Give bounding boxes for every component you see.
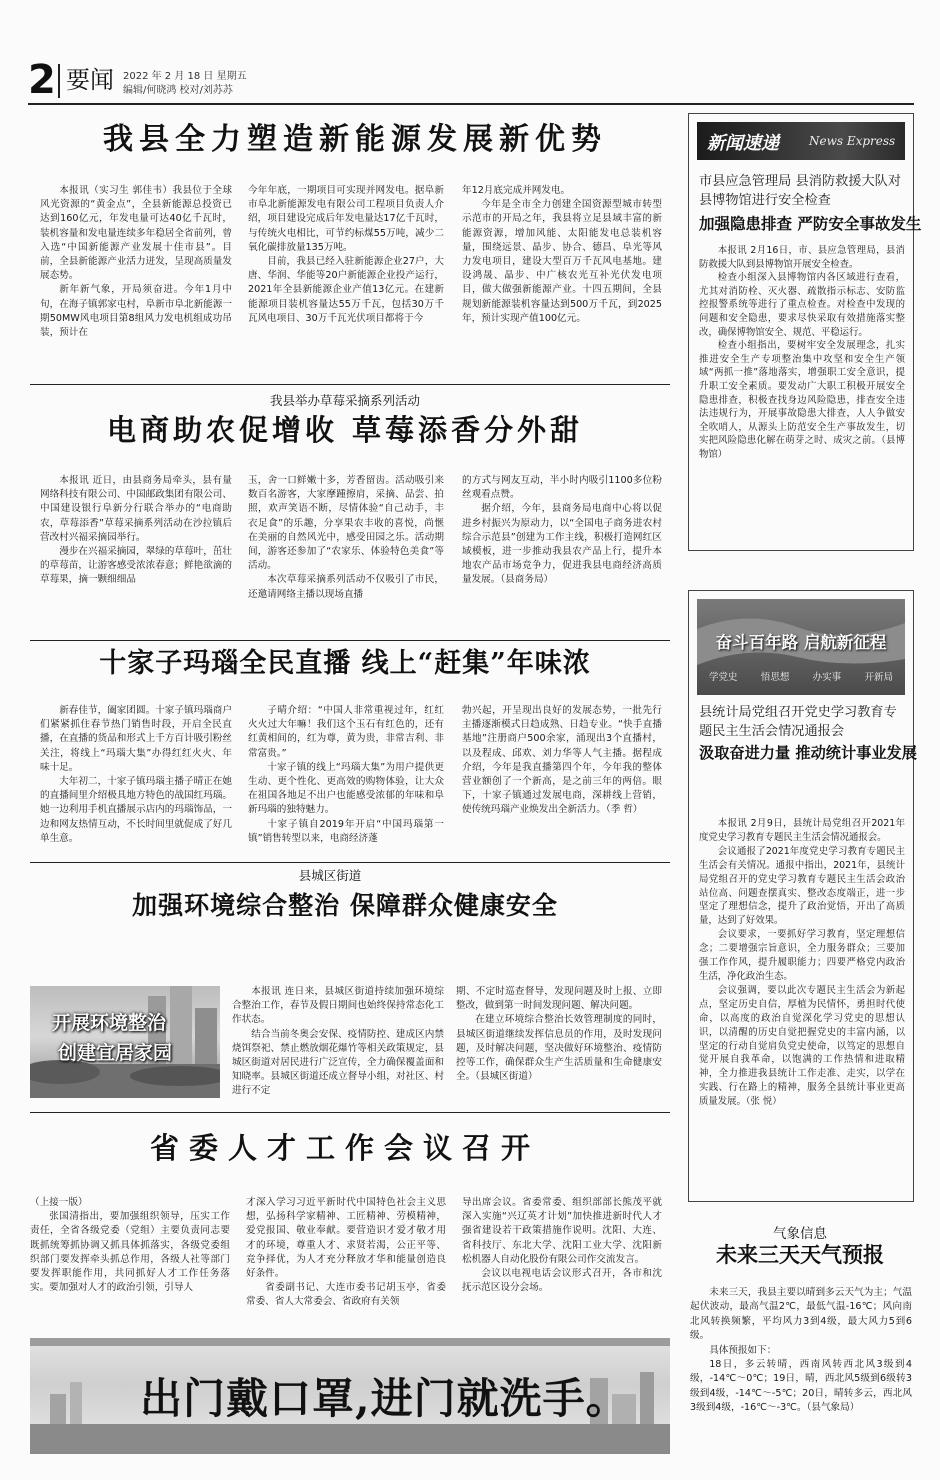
- news-express-banner: [697, 122, 905, 160]
- paragraph: 本报讯 2月16日，市、县应急管理局，县消防救援大队到县博物馆开展安全检查。: [699, 245, 905, 270]
- paragraph: 结合当前冬奥会安保、疫情防控、建成区内禁烧饵祭祀、禁止燃放烟花爆竹等相关政策规定，县城区街道对居民进行广泛宣传，全力确保覆盖面和知晓率。县城区街道还成立督导小组，对社区、村进行不定: [232, 1028, 444, 1097]
- paragraph: 省委副书记、大连市委书记胡玉亭，省委常委、省人大常委会、省政府有关领: [246, 1282, 446, 1308]
- sidebar-kicker: 市县应急管理局 县消防救援大队对县博物馆进行安全检查: [699, 174, 902, 208]
- paragraph: 在建立环境综合整治长效管理制度的同时，县城区街道继续发挥信息员的作用，及时发现问题，及时解决问题，坚决做好环境整治、疫情防控等工作，确保群众生产生活质量和生命健康安全。（县城区街道）: [456, 1014, 662, 1083]
- slogan-item: 悟思想: [760, 672, 790, 683]
- sidebar-body: [699, 244, 905, 544]
- article-column: [248, 184, 444, 374]
- article-headline: 电商助农促增收 草莓添香分外甜: [106, 413, 584, 447]
- article-column: [248, 474, 444, 636]
- paragraph: 子晴介绍：“中国人非常重视过年，红红火火过大年嘛！我们这个玉石有红色的，还有红黄相间的，红为尊，黄为贵，非常吉利、非常富贵。”: [248, 705, 444, 759]
- sidebar-kicker: 县统计局党组召开党史学习教育专题民主生活会情况通报会: [699, 705, 897, 739]
- paragraph: 玉，舍一口鲜嫩十多，芳香留齿。活动吸引来数百名游客，大家摩踵擦肩，采摘、品尝、拍照，欢声笑语不断，尽情体验“自己动手，丰衣足食”的乐趣，分享果农丰收的喜悦，尚惬在美丽的自然风光中，感受田园之乐。活动期间，游客还参加了“农家乐、体验特色美食”等活动。: [248, 475, 444, 572]
- paragraph: 本报讯 近日，由县商务局牵头，县有量网络科技有限公司、中国邮政集团有限公司、中国建设银行阜新分行联合举办的“电商助农，草莓添香”草莓采摘系列活动在沙拉镇后营改村兴福采摘园举行。: [40, 475, 232, 543]
- photo-caption-line: 创建宜居家园: [58, 1042, 173, 1064]
- paragraph: 十家子镇的线上“玛瑙大集”为用户提供更生动、更个性化、更高效的购物体验，让大众在祖国各地足不出户也能感受浓郁的年味和阜新玛瑙的独特魅力。: [248, 761, 444, 816]
- editors: 编辑/何晓鸿 校对/刘苏苏: [123, 85, 233, 96]
- section-divider: [58, 64, 60, 98]
- paragraph: 本报讯（实习生 郭佳韦）我县位于全球风光资源的“黄金点”，全县新能源总投资已达到160亿元，年发电量可达40亿千瓦时，装机容量和发电量连续多年稳居全省前列，曾入选“中国新能源产业发展十佳市县”。目前，全县新能源产业活力迸发，呈现高质量发展态势。: [40, 185, 232, 282]
- bottom-banner: [30, 1338, 670, 1454]
- paragraph: 的方式与网友互动，半小时内吸引1100多位粉丝观看点赞。: [462, 475, 662, 501]
- paragraph: 本次草莓采摘系列活动不仅吸引了市民，还邀请网络主播以现场直播: [248, 574, 444, 600]
- section-rule: [30, 640, 670, 641]
- slogan-item: 开新局: [864, 672, 893, 683]
- paragraph: 具体预报如下：: [709, 1344, 777, 1356]
- article-column: [232, 985, 444, 1107]
- banner-slogan: 出门戴口罩,进门就洗手。: [140, 1374, 629, 1423]
- paragraph: 导出席会议。省委常委、组织部部长熊茂平就深入实施“兴辽英才计划”加快推进新时代人才强省建设若干政策措施作说明。沈阳、大连、省科技厅、东北大学、沈阳工业大学、沈阳新松机器人自动化股份有限公司作交流发言。: [462, 1197, 662, 1265]
- sidebar-headline: 汲取奋进力量 推动统计事业发展: [699, 744, 917, 762]
- paragraph: 期、不定时巡查督导，发现问题及时上报、立即整改，做到第一时间发现问题、解决问题。: [456, 986, 662, 1012]
- sidebar-headline: 加强隐患排查 严防安全事故发生: [699, 214, 922, 233]
- slogan-item: 学党史: [709, 672, 738, 683]
- party-banner-title: 奋斗百年路 启航新征程: [715, 633, 887, 652]
- section-rule: [30, 1112, 670, 1113]
- article-column: [40, 474, 232, 636]
- paragraph: 会议要求，一要抓好学习教育，坚定理想信念；二要增强宗旨意识，全力服务群众；三要加强工作作风，提升履职能力；四要严格党内政治生活，净化政治生态。: [699, 929, 905, 982]
- paragraph: （上接一版）: [30, 1197, 88, 1208]
- article-headline: 我县全力塑造新能源发展新优势: [103, 122, 607, 157]
- paragraph: 未来三天，我县主要以晴到多云天气为主；气温起伏波动，最高气温2℃，最低气温-16℃；风向南北风转换频繁，平均风力3到4级，最大风力5到6级。: [690, 1287, 912, 1342]
- article-headline: 加强环境综合整治 保障群众健康安全: [132, 891, 558, 920]
- party-banner-slogans: [709, 669, 893, 683]
- masthead-rule: [28, 103, 914, 105]
- paragraph: 大年初二，十家子镇玛瑙主播子晴正在她的直播间里介绍极具地方特色的战国红玛瑙。她一边利用手机直播展示店内的玛瑙饰品，一边和网友热情互动，不长时间里就促成了好几单生意。: [40, 776, 232, 844]
- paragraph: 会议通报了2021年度党史学习教育专题民主生活会有关情况。通报中指出，2021年，县统计局党组召开的党史学习教育专题民主生活会政治站位高、问题查摆真实、整改态度端正，进一步坚定了理想信念，提升了政治觉悟，开出了高质量，达到了好效果。: [699, 845, 905, 927]
- article-column: [40, 184, 232, 374]
- sidebar-news-box: [688, 113, 922, 551]
- paragraph: 勃兴起，开呈现出良好的发展态势，一批先行主播逐渐模式日趋成熟、日趋专业。“快手直播基地”注册商户500余家，涌现出3个直播村，以及程成、邱欢、刘力华等人气主播。据程成介绍，今年是我直播第四个年，今年我的整体营业额创了一个新高，是之前三年的两倍。眼下，十家子镇通过发展电商，深耕线上营销，使传统玛瑙产业焕发出全新活力。（季 哲）: [462, 705, 662, 816]
- paragraph: 新春佳节，阖家团圆。十家子镇玛瑙商户们紧紧抓住春节热门销售时段，开启全民直播，在直播的货品和形式上千方百计吸引粉丝关注，将线上“玛瑙大集”办得红红火火、年味十足。: [40, 705, 232, 773]
- paragraph: 检查小组指出，要树牢安全发展理念，扎实推进安全生产专项整治集中攻坚和安全生产领域“两抓一推”落地落实，增强职工安全意识，提升职工安全素质。要发动广大职工积极开展安全隐患排查，积极查找身边风险隐患，排查安全违法违规行为，开展事故隐患大排查，人人争做安全吹哨人，从源头上防范安全生产事故发生，切实把风险隐患化解在萌芽之时、成灾之前。（县博物馆）: [699, 340, 905, 460]
- article-headline: 省委人才工作会议召开: [149, 1131, 540, 1165]
- article-column: [462, 704, 662, 854]
- paragraph: 目前，我县已经入驻新能源企业27户，大唐、华润、华能等20户新能源企业投产运行，2021年全县新能源企业产值13亿元。在建新能源项目装机容量达55万千瓦，包括30万千瓦风电项目、30万千瓦光伏项目都将于今: [248, 256, 444, 324]
- paragraph: 18日，多云转晴，西南风转西北风3级到4级，-14℃～0℃；19日，晴，西北风5级到6级转3级到4级，-14℃～-5℃；20日，晴转多云，西北风3级到4级，-16℃～-3℃。（县气象局）: [690, 1359, 912, 1414]
- paragraph: 年12月底完成并网发电。: [462, 185, 571, 196]
- news-express-title: 新闻速递: [707, 133, 779, 154]
- section-name: 要闻: [66, 66, 114, 94]
- article-column: [462, 474, 662, 636]
- paragraph: 会议以电视电话会议形式召开，各市和沈抚示范区设分会场。: [462, 1268, 662, 1294]
- news-express-subtitle: News Express: [809, 134, 896, 148]
- paragraph: 今年是全市全力创建全国资源型城市转型示范市的开局之年，我县将立足县域丰富的新能源资源，增加风能、太阳能发电总装机容量，围绕远景、晶步、协合、德昌、阜光等风力发电项目，建设大型百万千瓦风电基地。建设鸿晟、晶步、中广核农光互补光伏发电项目，做大做强新能源产业。十四五期间，全县规划新能源装机容量达到500万千瓦，到2025年，预计实现产值100亿元。: [462, 199, 662, 324]
- page-number: 2: [28, 57, 56, 103]
- paragraph: 才深入学习习近平新时代中国特色社会主义思想，弘扬科学家精神、工匠精神、劳模精神，爱党报国、敬业奉献。要营造识才爱才敬才用才的环境，尊重人才、求贤若渴，公正平等、竞争择优，为人才充分释放才华和能量创造良好条件。: [246, 1197, 446, 1280]
- article-photo: [30, 986, 220, 1098]
- article-column: [456, 985, 662, 1107]
- article-kicker: 县城区街道: [298, 868, 362, 883]
- article-column: [246, 1196, 446, 1322]
- sidebar-body: [699, 817, 905, 1195]
- paragraph: 今年年底，一期项目可实现并网发电。据阜新市阜北新能源发电有限公司工程项目负责人介绍，项目建设完成后年发电量达17亿千瓦时，与传统火电相比，可节约标煤55万吨，减少二氧化碳排放量135万吨。: [248, 185, 444, 253]
- paragraph: 检查小组深入县博物馆内各区域进行查看，尤其对消防栓、灭火器、疏散指示标志、安防监控报警系统等进行了重点检查。对检查中发现的问题和安全隐患，要求尽快采取有效措施落实整改，确保博物馆安全、规范、平稳运行。: [699, 272, 905, 338]
- sidebar-party-box: [688, 590, 917, 1202]
- article-column: [30, 1196, 230, 1322]
- paragraph: 本报讯 连日来，县城区街道持续加强环境综合整治工作，春节及假日期间也始终保持常态化工作状态。: [232, 986, 444, 1026]
- article-headline: 十家子玛瑙全民直播 线上“赶集”年味浓: [99, 648, 591, 679]
- section-rule: [30, 384, 670, 385]
- photo-caption-line: 开展环境整治: [52, 1012, 167, 1034]
- weather-kicker: 气象信息: [773, 1226, 827, 1242]
- paragraph: 张国清指出，要加强组织领导，压实工作责任，全省各级党委（党组）主要负责同志要既抓统筹抓协调又抓具体抓落实，各级党委组织部门要发挥牵头抓总作用，各级人社等部门要发挥职能作用，共同抓好人才工作任务落实。要加强对人才的政治引领，引导人: [30, 1211, 230, 1294]
- weather-body: [690, 1286, 912, 1466]
- article-column: [248, 704, 444, 854]
- section-rule: [30, 862, 670, 863]
- article-column: [40, 704, 232, 854]
- paragraph: 新年新气象，开局须奋进。今年1月中旬，在海子镇郭家屯村，阜新市阜北新能源一期50MW风电项目第8组风力发电机组成功吊装，预计在: [40, 284, 232, 339]
- paragraph: 会议强调，要以此次专题民主生活会为新起点，坚定历史自信，厚植为民情怀，勇担时代使命，以高度的政治自觉深化学习党史的思想认识，以清醒的历史自觉把握党史的丰富内涵，以坚定的行动自觉肩负党史使命，以笃定的思想自觉开展自我革命，以饱满的工作热情和进取精神，全力推进我县统计工作走准、走实，以学在实践、行在路上的精神，服务全县统计事业更高质量发展。（张 悦）: [699, 984, 905, 1108]
- paragraph: 据介绍，今年，县商务局电商中心将以促进乡村振兴为原动力，以“全国电子商务进农村综合示范县”创建为工作主线，积极打造网红区域模板，进一步推动我县农产品上行，提升本地农产品市场竞争力，促进我县电商经济高质量发展。（县商务局）: [462, 503, 662, 586]
- article-kicker: 我县举办草莓采摘系列活动: [269, 393, 420, 408]
- slogan-item: 办实事: [812, 672, 842, 683]
- paragraph: 十家子镇自2019年开启“中国玛瑙第一镇”销售转型以来，电商经济蓬: [248, 818, 444, 844]
- paragraph: 漫步在兴福采摘园，翠绿的草莓叶，茁壮的草莓苗，让游客感受浓浓春意；鲜艳欲滴的草莓果，摘一颗细细品: [40, 546, 232, 586]
- paragraph: 本报讯 2月9日，县统计局党组召开2021年度党史学习教育专题民主生活会情况通报会。: [699, 818, 905, 843]
- article-column: [462, 1196, 662, 1322]
- weather-headline: 未来三天天气预报: [716, 1242, 884, 1267]
- issue-date: 2022 年 2 月 18 日 星期五: [123, 71, 247, 82]
- article-column: [462, 184, 662, 374]
- party-banner: [697, 599, 905, 695]
